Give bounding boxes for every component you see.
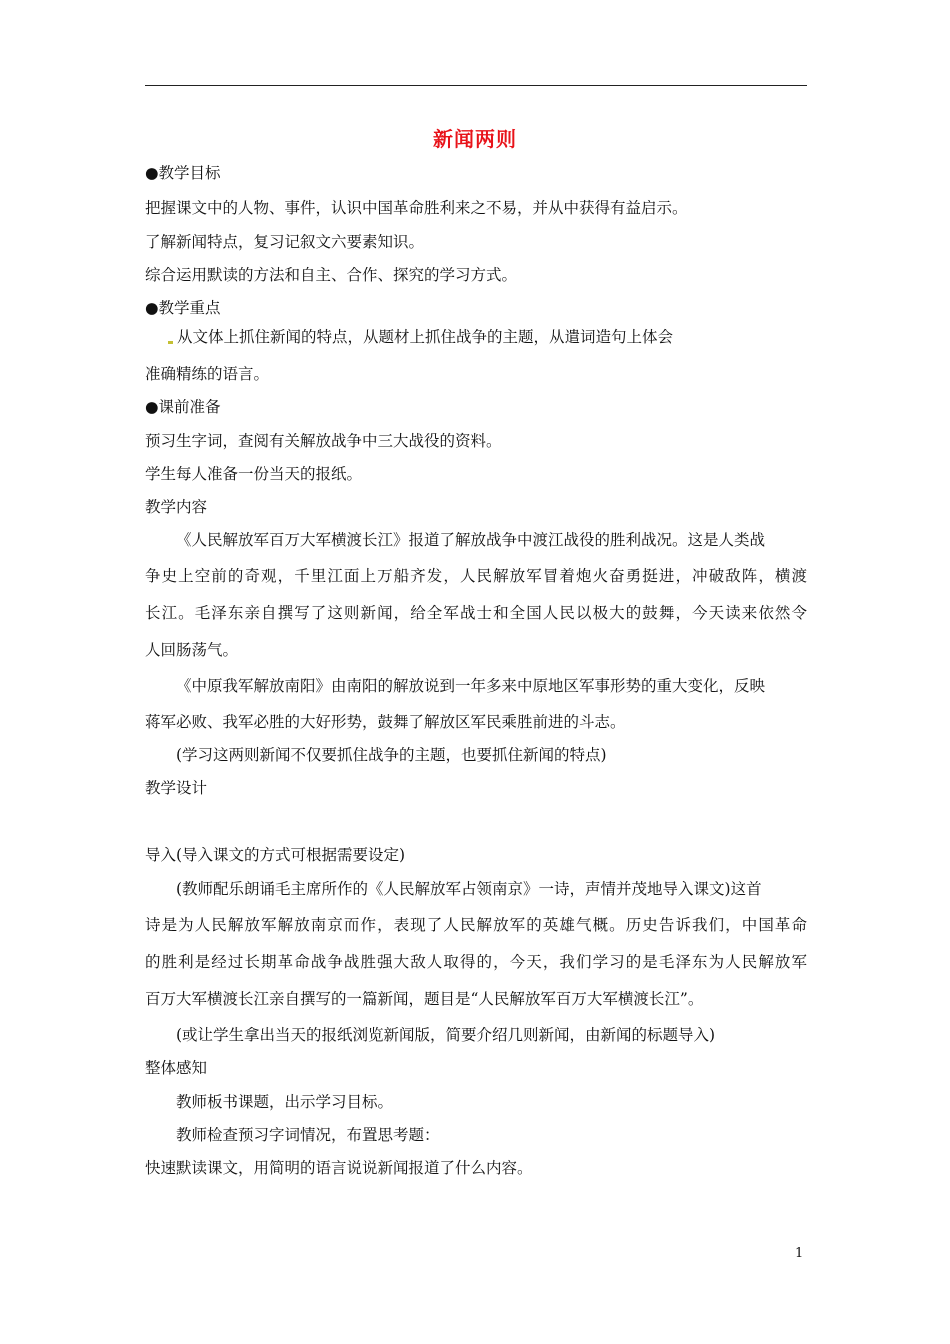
- paragraph-line: 诗是为人民解放军解放南京而作，表现了人民解放军的英雄气概。历史告诉我们，中国革命: [145, 916, 807, 934]
- paragraph-line: 《人民解放军百万大军横渡长江》报道了解放战争中渡江战役的胜利战况。这是人类战: [176, 531, 766, 549]
- objective-line: 把握课文中的人物、事件，认识中国革命胜利来之不易，并从中获得有益启示。: [145, 199, 688, 217]
- paragraph-line: 《中原我军解放南阳》由南阳的解放说到一年多来中原地区军事形势的重大变化，反映: [176, 677, 766, 695]
- focus-line: 从文体上抓住新闻的特点，从题材上抓住战争的主题，从遣词造句上体会: [168, 327, 673, 347]
- edit-mark-icon: [168, 341, 173, 344]
- paragraph-line: 快速默读课文，用简明的语言说说新闻报道了什么内容。: [145, 1159, 533, 1177]
- preparation-line: 预习生字词，查阅有关解放战争中三大战役的资料。: [145, 432, 502, 450]
- subheading-intro: 导入(导入课文的方式可根据需要设定): [145, 846, 406, 864]
- section-heading-preparation: ●课前准备: [145, 398, 221, 416]
- paragraph-line: 的胜利是经过长期革命战争战胜强大敌人取得的，今天，我们学习的是毛泽东为人民解放军: [145, 953, 807, 971]
- paragraph-line: (或让学生拿出当天的报纸浏览新闻版，简要介绍几则新闻，由新闻的标题导入): [176, 1026, 716, 1044]
- focus-line: 准确精练的语言。: [145, 365, 270, 383]
- paragraph-line: (教师配乐朗诵毛主席所作的《人民解放军占领南京》一诗，声情并茂地导入课文)这首: [176, 880, 762, 898]
- objective-line: 了解新闻特点，复习记叙文六要素知识。: [145, 233, 425, 251]
- paragraph-line: 长江。毛泽东亲自撰写了这则新闻，给全军战士和全国人民以极大的鼓舞，今天读来依然令: [145, 604, 807, 622]
- document-title: 新闻两则: [433, 127, 517, 151]
- paragraph-line: 蒋军必败、我军必胜的大好形势，鼓舞了解放区军民乘胜前进的斗志。: [145, 713, 626, 731]
- paragraph-line: 争史上空前的奇观，千里江面上万船齐发，人民解放军冒着炮火奋勇挺进，冲破敌阵，横渡: [145, 567, 807, 585]
- section-heading-objectives: ●教学目标: [145, 164, 221, 182]
- paragraph-line: (学习这两则新闻不仅要抓住战争的主题，也要抓住新闻的特点): [176, 746, 607, 764]
- paragraph-line: 百万大军横渡长江亲自撰写的一篇新闻，题目是“人民解放军百万大军横渡长江”。: [145, 990, 704, 1008]
- objective-line: 综合运用默读的方法和自主、合作、探究的学习方式。: [145, 266, 518, 284]
- page-number: 1: [795, 1246, 804, 1261]
- section-heading-focus: ●教学重点: [145, 299, 221, 317]
- header-rule: [145, 85, 807, 86]
- paragraph-line: 教师板书课题，出示学习目标。: [176, 1093, 394, 1111]
- paragraph-line: 教师检查预习字词情况，布置思考题：: [176, 1126, 440, 1144]
- preparation-line: 学生每人准备一份当天的报纸。: [145, 465, 363, 483]
- paragraph-line: 人回肠荡气。: [145, 641, 239, 659]
- section-heading-design: 教学设计: [145, 779, 208, 797]
- subheading-overview: 整体感知: [145, 1059, 208, 1077]
- section-heading-content: 教学内容: [145, 498, 208, 516]
